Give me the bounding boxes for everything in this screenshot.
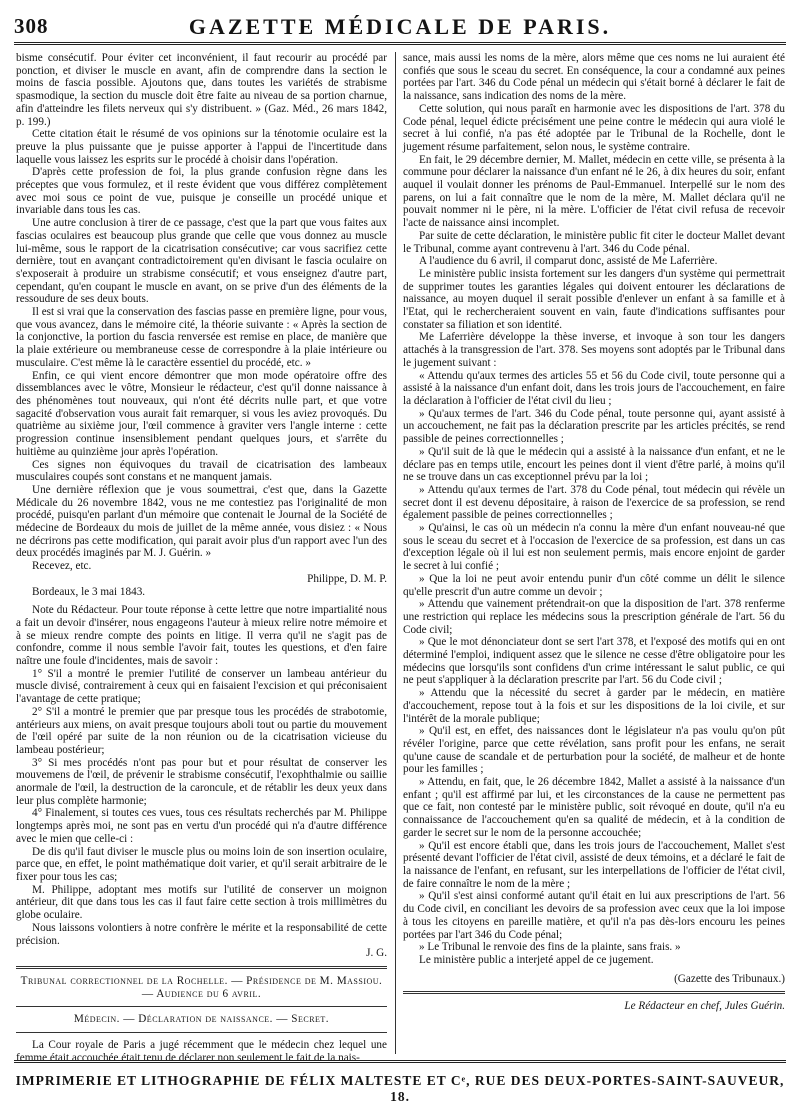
paragraph: Il est si vrai que la conservation des fascias passe en première ligne, pour vous, que vous avancez, dans le mémoire cité, la théorie suivante : « Après la section de la conjonctive, la portion du fascia renversée est remise en place, de manière que la plaie extérieure ou membraneuse cesse de correspondre à la plaie intérieure ou musculaire. C'est même là le caractère essentiel du procédé, etc. » xyxy=(16,306,387,369)
judgment-clause: « Attendu qu'aux termes des articles 55 et 56 du Code civil, toute personne qui a assisté à la naissance d'un enfant doit, dans les trois jours de l'accouchement, en faire la déclaration à l'officier de l'état civil du lieu ; xyxy=(403,369,785,407)
tribunal-heading: Tribunal correctionnel de la Rochelle. — Présidence de M. Massiou. — Audience du 6 avril. xyxy=(20,974,383,1000)
judgment-clause: » Attendu que vainement prétendrait-on que la disposition de l'art. 378 renferme une restriction qui replace les médecins sous la prescription générale de l'art. 56 du Code civil; xyxy=(403,598,785,636)
paragraph: D'après cette profession de foi, la plus grande confusion règne dans les préceptes que vous formulez, et il reste évident que vous différez complètement avec moi sous ce point de vue, puisque je conseille un procédé unique et invariable dans tous les cas. xyxy=(16,166,387,217)
column-rule xyxy=(395,52,396,1054)
letter-closing: Recevez, etc. xyxy=(32,560,92,573)
judgment-clause: » Qu'il est, en effet, des naissances dont le législateur n'a pas voulu qu'on pût révéler l'origine, parce que cette révélation, sans profit pour les enfans, ne serait qu'une cause de scandale et de perturbation pour la société, de malheur et de honte pour les familles ; xyxy=(403,725,785,776)
left-column xyxy=(16,52,387,1064)
paragraph: Cette citation était le résumé de vos opinions sur la ténotomie oculaire est la preuve la plus puissante que je puisse apporter à l'appui de l'incertitude dans laquelle vous laissez les esprits sur le procédé à choisir dans l'opération. xyxy=(16,128,387,166)
note-point: Nous laissons volontiers à notre confrère le mérite et la responsabilité de cette précision. xyxy=(16,921,387,947)
section-divider xyxy=(16,966,387,969)
note-point: De dis qu'il faut diviser le muscle plus ou moins loin de son insertion oculaire, parce que, en effet, le point mathématique doit varier, et qu'il serait arbitraire de le fixer pour tous les cas; xyxy=(16,845,387,883)
judgment-clause: » Le Tribunal le renvoie des fins de la plainte, sans frais. » xyxy=(419,941,681,954)
judgment-clause: » Que le mot dénonciateur dont se sert l'art 378, et l'exposé des motifs qui en ont déterminé l'emploi, indiquent assez que le silence ne cesse d'être obligatoire pour les médecins que lorsqu'ils sont confidens d'un crime intéressant le salut public, ce qui ne peut s'appliquer à la déclaration prescrite par l'art. 56 du Code civil ; xyxy=(403,636,785,687)
section-divider xyxy=(403,991,785,994)
editor-note-intro: Note du Rédacteur. Pour toute réponse à cette lettre que notre impartialité nous a fait un devoir d'insérer, nous engageons l'auteur à mieux relire notre mémoire et à se mieux rendre compte des points en litige. Il verra qu'il ne s'agit pas de confondre, comme il nous semble l'avoir fait, toutes les questions, et d'en faire naître une foule d'incidentes, mais de savoir : xyxy=(16,604,387,668)
editor-signature: Le Rédacteur en chef, Jules Guérin. xyxy=(624,1000,785,1013)
judgment-clause: » Attendu, en fait, que, le 26 décembre 1842, Mallet a assisté à la naissance d'un enfant ; qu'il est affirmé par lui, et les circonstances de la cause ne permettent pas que ce fait, non contesté par le ministère public, soit révoqué en doute, qu'il n'a eu connaissance de l'accouchement qu'en sa qualité de médecin, et à la condition de garder le secret sur le nom de la personne accouchée; xyxy=(403,776,785,839)
note-point: 1° S'il a montré le premier l'utilité de conserver un lambeau antérieur du muscle divisé, contrairement à ceux qui en faisaient l'excision et qui préconisaient l'avantage de cette pratique; xyxy=(16,667,387,706)
paragraph: sance, mais aussi les noms de la mère, alors même que ces noms ne lui auraient été confiés que sous le sceau du secret. En conséquence, la cour a condamné aux peines portées par l'art. 346 du Code pénal un médecin qui s'était borné à déclarer le fait de la naissance, sans indication des noms de la mère. xyxy=(403,52,785,103)
judgment-clause: » Attendu que la nécessité du secret à garder par le médecin, en matière d'accouchement, repose tout à la fois et sur les dispositions de la loi civile, et sur l'intérêt de la morale publique; xyxy=(403,687,785,725)
judgment-clause: » Attendu qu'aux termes de l'art. 378 du Code pénal, tout médecin qui révèle un secret dont il est devenu dépositaire, à raison de l'exercice de sa profession, se rend également passible de peines correctionnelles ; xyxy=(403,483,785,522)
note-point: 3° Si mes procédés n'ont pas pour but et pour résultat de conserver les mouvemens de l'œil, de prévenir le strabisme consécutif, l'exophthalmie ou saillie anormale de l'œil, la destruction de la caroncule, et de rétablir les deux yeux dans leur plus complète harmonie; xyxy=(16,756,387,807)
paragraph: Par suite de cette déclaration, le ministère public fit citer le docteur Mallet devant le Tribunal, comme ayant contrevenu à l'art. 346 du Code pénal. xyxy=(403,229,785,255)
note-point: 2° S'il a montré le premier que par presque tous les procédés de strabotomie, antérieurs aux miens, on avait presque toujours aboli tout ou partie du mouvement de l'œil opéré par suite de la non réunion ou de la cicatrisation vicieuse du lambeau postérieur; xyxy=(16,705,387,756)
source-credit: (Gazette des Tribunaux.) xyxy=(674,972,785,985)
paragraph: En fait, le 29 décembre dernier, M. Mallet, médecin en cette ville, se présenta à la commune pour déclarer la naissance d'un enfant né le 26, à dix heures du soir, enfant auquel il voulait donner les prénoms de Paul-Emmanuel. Interpellé sur le nom des parens, on lui a fait connaître que le nom de la mère, M. Mallet déclara qu'il ne pouvait nommer ni le père, ni la mère. L'officier de l'état civil refusa de recevoir l'acte de naissance ainsi incomplet. xyxy=(403,153,785,230)
letter-place-date: Bordeaux, le 3 mai 1843. xyxy=(32,585,146,598)
page-footer xyxy=(14,1060,786,1103)
paragraph: Le ministère public a interjeté appel de ce jugement. xyxy=(419,953,654,966)
paragraph: Une dernière réflexion que je vous soumettrai, c'est que, dans la Gazette Médicale du 26 novembre 1842, vous ne me contestiez pas l'originalité de mon procédé, puisqu'en parlant d'un mémoire que contenait le Journal de la Société de médecine de Bordeaux du mois de juillet de la même année, vous disiez : « Nous ne décrirons pas cette modification, qui parait avoir plus d'un rapport avec l'un des deux procédés imaginés par M. J. Guérin. » xyxy=(16,483,387,560)
paragraph: Une autre conclusion à tirer de ce passage, c'est que la part que vous faites aux fascias oculaires est beaucoup plus grande que celle que vous donnez au muscle lui-même, sous le rapport de la cicatrisation consécutive; car vous sacrifiez cette dernière, tout en avançant contradictoirement qu'en divisant le fascia oculaire on s'exposerait à produire un strabisme consécutif; et vous enseignez d'autre part, cependant, qu'en coupant le muscle en avant, on se prive d'un des éléments de la ressoudure de ses deux bouts. xyxy=(16,217,387,306)
judgment-clause: » Que la loi ne peut avoir entendu punir d'un côté comme un délit le silence qu'elle prescrit d'un autre comme un devoir ; xyxy=(403,572,785,598)
section-title: Médecin. — Déclaration de naissance. — Secret. xyxy=(73,1013,330,1026)
paragraph: Ces signes non équivoques du travail de cicatrisation des lambeaux musculaires coupés sont constans et ne manquent jamais. xyxy=(16,458,387,484)
judgment-clause: » Qu'il est encore établi que, dans les trois jours de l'accouchement, Mallet s'est présenté devant l'officier de l'état civil, assisté de deux témoins, et a déclaré le fait de la naissance de l'enfant, en refusant, sur les interpellations de l'officier de l'état civil, de faire connaître le nom de la mère ; xyxy=(403,839,785,890)
right-column xyxy=(403,52,785,1054)
paragraph: Le ministère public insista fortement sur les dangers d'un système qui permettrait de supprimer toutes les garanties légales qui doivent entourer les déclarations de naissance, au moyen duquel il serait possible d'enlever un enfant à sa famille et à l'Etat, qui le rechercheraient souvent en vain, faute d'indications suffisantes pour constater sa filiation et son identité. xyxy=(403,267,785,331)
journal-title: GAZETTE MÉDICALE DE PARIS. xyxy=(188,14,612,39)
printer-imprint: IMPRIMERIE ET LITHOGRAPHIE DE FÉLIX MALTESTE ET Cᵉ, RUE DES DEUX-PORTES-SAINT-SAUVEUR, 18. xyxy=(15,1073,785,1104)
paragraph: Cette solution, qui nous paraît en harmonie avec les dispositions de l'art. 378 du Code pénal, lequel édicte précisément une peine contre le médecin qui aura violé le secret à lui confié, n'a pas été adoptée par le Tribunal de la Rochelle, dont le jugement résume parfaitement, selon nous, le système contraire. xyxy=(403,102,785,153)
judgment-clause: » Qu'il s'est ainsi conformé autant qu'il était en lui aux prescriptions de l'art. 56 du Code civil, en conciliant les devoirs de sa profession avec ceux que la loi impose à tous les citoyens en pareille matière, et qu'il n'a pas dès-lors encouru les peines portées par l'art 346 du Code pénal; xyxy=(403,890,785,941)
page-number: 308 xyxy=(14,14,49,38)
page-header xyxy=(14,14,786,45)
judgment-clause: » Qu'ainsi, le cas où un médecin n'a connu la mère d'un enfant nouveau-né que sous le sceau du secret et à l'occasion de l'exercice de sa profession, est dans un cas d'exception légale où il lui est non seulement permis, mais encore enjoint de garder le secret à lui confié ; xyxy=(403,522,785,573)
paragraph: Me Laferrière développe la thèse inverse, et invoque à son tour les dangers attachés à la transgression de l'art. 378. Ses moyens sont adoptés par le Tribunal dans le jugement suivant : xyxy=(403,331,785,369)
note-initials: J. G. xyxy=(366,947,387,960)
judgment-clause: » Qu'aux termes de l'art. 346 du Code pénal, toute personne qui, ayant assisté à un accouchement, ne fait pas la déclaration prescrite par les articles précités, se rend passible de peines correctionnelles ; xyxy=(403,407,785,446)
paragraph: Enfin, ce qui vient encore démontrer que mon mode opératoire offre des dissemblances avec le vôtre, Monsieur le rédacteur, c'est qu'il donne naissance à des phénomènes tout nouveaux, qui n'ont été décrits nulle part, et que votre sagacité d'observation vous aurait fait remarquer, si vous les aviez provoqués. Du quatrième au sixième jour, l'œil commence à graviter vers l'angle interne : cette progression continue insensiblement pendant quelques jours, et s'arrête du huitième au quinzième jour après l'opération. xyxy=(16,369,387,458)
note-point: M. Philippe, adoptant mes motifs sur l'utilité de conserver un moignon antérieur, dit que dans tous les cas il faut faire cette section à trois millimètres du globe oculaire. xyxy=(16,883,387,922)
paragraph: A l'audience du 6 avril, il comparut donc, assisté de Me Laferrière. xyxy=(419,255,718,268)
note-point: 4° Finalement, si toutes ces vues, tous ces résultats recherchés par M. Philippe longtemps après moi, ne sont pas en vertu d'un procédé qui n'a d'autre différence avec le mien que celle-ci : xyxy=(16,807,387,845)
paragraph: bisme consécutif. Pour éviter cet inconvénient, il faut recourir au procédé par ponction, et diviser le muscle en avant, afin de comprendre dans la section le moins de fascia possible. Ajoutons que, dans toutes les variétés de strabisme spasmodique, la section du muscle doit être faite au niveau de sa portion charnue, afin d'atteindre les filets nerveux qui s'y distribuent. » (Gaz. Méd., 26 mars 1842, p. 199.) xyxy=(16,52,387,128)
judgment-clause: » Qu'il suit de là que le médecin qui a assisté à la naissance d'un enfant, et ne le déclare pas en temps utile, encourt les peines dont il vient d'être parlé, à moins qu'il ne se trouve dans un cas exceptionnel prévu par la loi ; xyxy=(403,445,785,484)
letter-signature: Philippe, D. M. P. xyxy=(307,572,387,585)
section-divider xyxy=(16,1032,387,1033)
section-divider xyxy=(16,1006,387,1007)
paragraph: La Cour royale de Paris a jugé récemment que le médecin chez lequel une femme était accouchée était tenu de déclarer non seulement le fait de la nais- xyxy=(16,1039,387,1064)
